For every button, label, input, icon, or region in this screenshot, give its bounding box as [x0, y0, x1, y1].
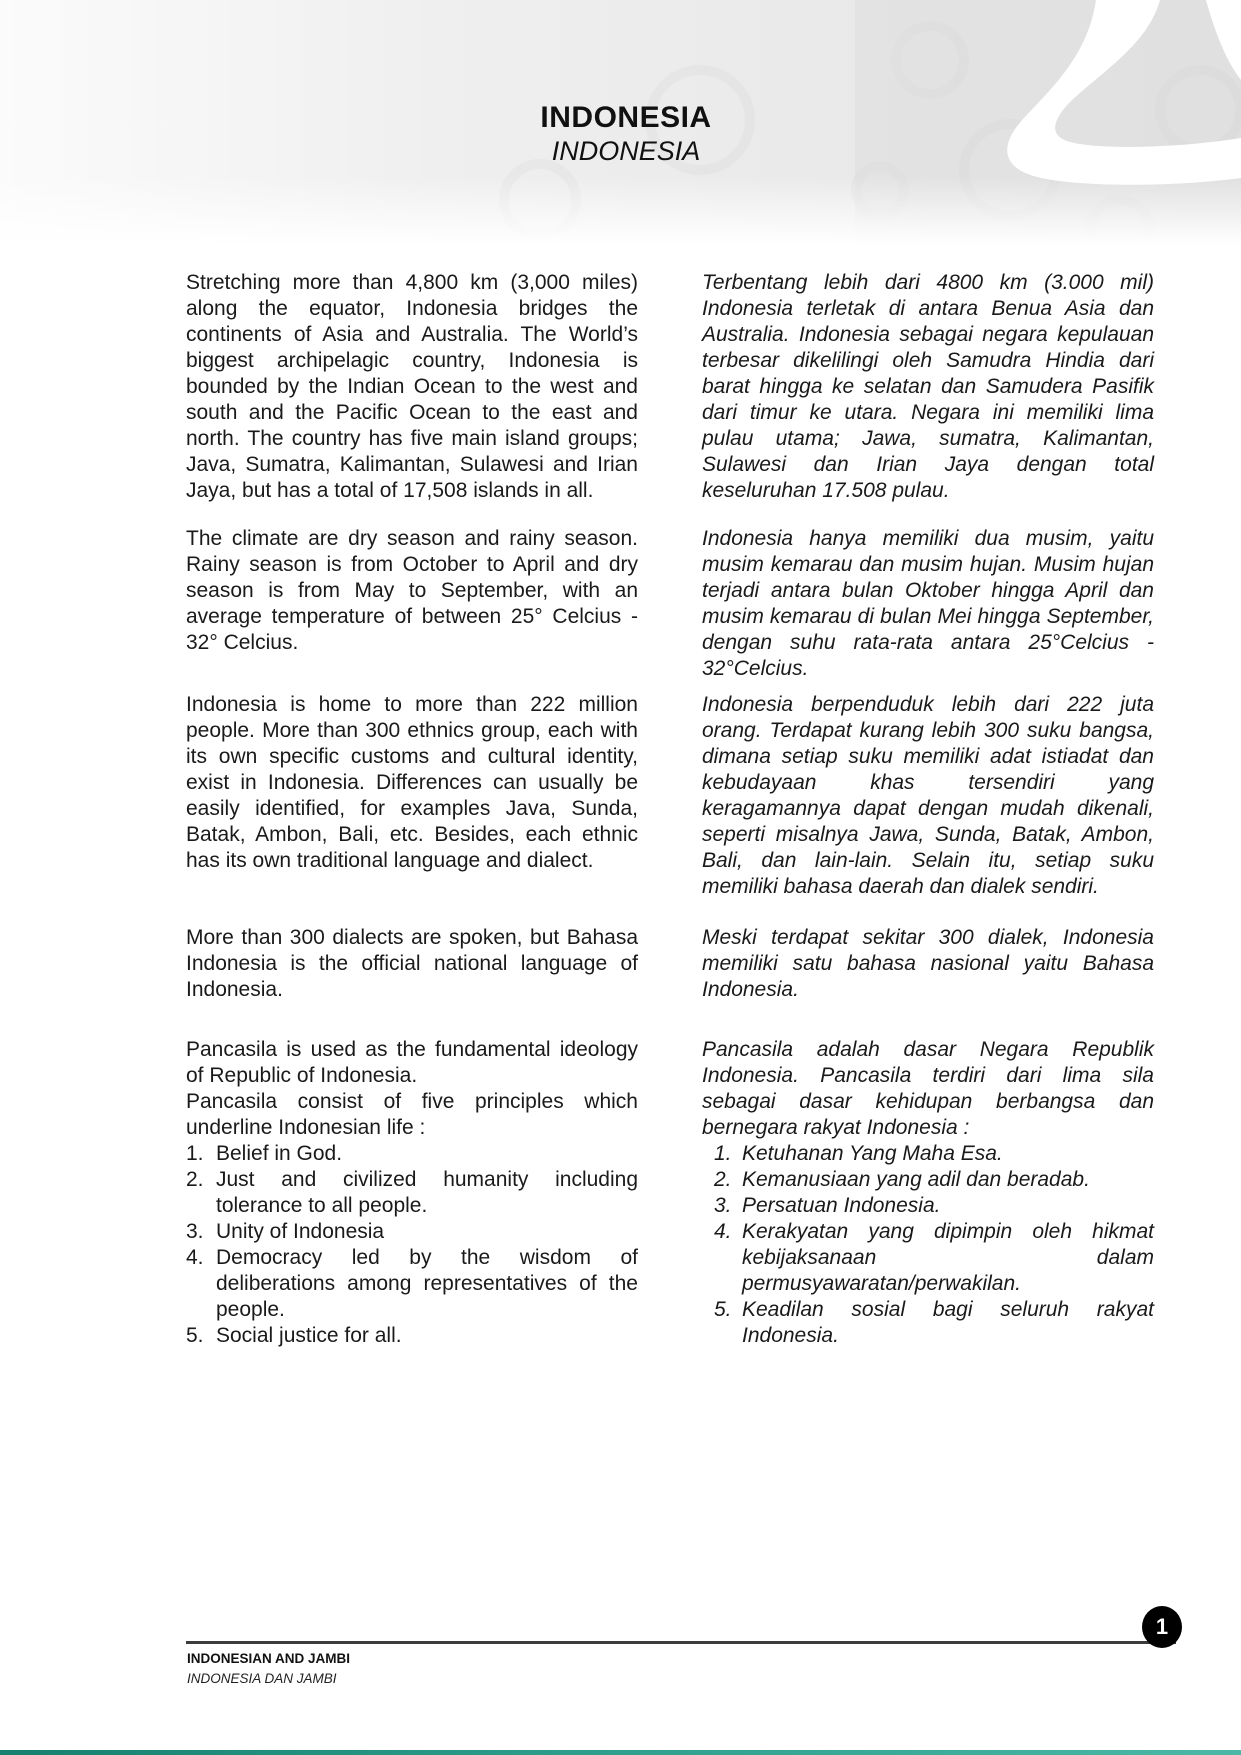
paragraph-id: Indonesia hanya memiliki dua musim, yaitu musim kemarau dan musim hujan. Musim hujan terjadi antara bulan Oktober hingga April dan musim kemarau di bulan Mei hingga September, dengan suhu rata-rata antara 25°Celcius - 32°Celcius.	[702, 527, 1154, 680]
pancasila-id-intro: Pancasila adalah dasar Negara Republik Indonesia. Pancasila terdiri dari lima sila sebagai dasar kehidupan berbangsa dan bernegara rakyat Indonesia :	[702, 1038, 1154, 1139]
title-block	[186, 100, 1066, 168]
list-item-number: 2.	[714, 1168, 732, 1191]
list-item	[714, 1297, 1154, 1349]
list-item-number: 1.	[714, 1142, 732, 1165]
pancasila-id-list	[702, 1141, 1154, 1349]
list-item-text: Ketuhanan Yang Maha Esa.	[742, 1142, 1003, 1165]
list-item-number: 4.	[186, 1246, 204, 1269]
list-item-number: 1.	[186, 1142, 204, 1165]
paragraph-en: The climate are dry season and rainy season. Rainy season is from October to April and dry season is from May to September, with an average temperature of between 25° Celcius - 32° Celcius.	[186, 527, 638, 654]
list-item	[714, 1141, 1154, 1167]
pancasila-id	[702, 1037, 1154, 1349]
list-item	[714, 1193, 1154, 1219]
list-item	[714, 1167, 1154, 1193]
list-item-text: Unity of Indonesia	[216, 1220, 385, 1243]
page-number: 1	[1155, 1614, 1169, 1639]
paragraph-en: More than 300 dialects are spoken, but Bahasa Indonesia is the official national language of Indonesia.	[186, 926, 638, 1001]
paragraph-id: Meski terdapat sekitar 300 dialek, Indonesia memiliki satu bahasa nasional yaitu Bahasa Indonesia.	[702, 926, 1154, 1001]
list-item-text: Just and civilized humanity including tolerance to all people.	[216, 1168, 638, 1217]
list-item-text: Belief in God.	[216, 1142, 343, 1165]
paragraph-row	[186, 270, 1154, 504]
paragraph-id: Indonesia berpenduduk lebih dari 222 juta orang. Terdapat kurang lebih 300 suku bangsa, dimana setiap suku memiliki adat istiadat dan kebudayaan khas tersendiri yang keragamannya dapat dengan mudah dikenali, seperti misalnya Jawa, Sunda, Batak, Ambon, Bali, dan lain-lain. Selain itu, setiap suku memiliki bahasa daerah dan dialek sendiri.	[702, 693, 1154, 898]
page-number-badge	[1142, 1606, 1182, 1648]
list-item-number: 5.	[714, 1298, 732, 1321]
list-item-number: 2.	[186, 1168, 204, 1191]
list-item-text: Keadilan sosial bagi seluruh rakyat Indonesia.	[742, 1298, 1154, 1347]
paragraph-row	[186, 925, 1154, 1003]
footer-heading-en: INDONESIAN AND JAMBI	[187, 1651, 351, 1666]
page-title: INDONESIA	[540, 101, 712, 134]
pancasila-en-intro-2: Pancasila consist of five principles which underline Indonesian life :	[186, 1090, 638, 1139]
paragraph-en: Indonesia is home to more than 222 million people. More than 300 ethnics group, each with its own specific customs and cultural identity, exist in Indonesia. Differences can usually be easily identified, for examples Java, Sunda, Batak, Ambon, Bali, etc. Besides, each ethnic has its own traditional language and dialect.	[186, 693, 638, 872]
list-item	[714, 1219, 1154, 1297]
list-item-number: 5.	[186, 1324, 204, 1347]
footer-heading-id: INDONESIA DAN JAMBI	[187, 1671, 337, 1686]
list-item	[186, 1167, 638, 1219]
paragraph-row	[186, 526, 1154, 682]
list-item	[186, 1219, 638, 1245]
page-subtitle: INDONESIA	[551, 136, 701, 166]
paragraph-id: Terbentang lebih dari 4800 km (3.000 mil) Indonesia terletak di antara Benua Asia dan Australia. Indonesia sebagai negara kepulauan terbesar dikelilingi oleh Samudra Hindia dari barat hingga ke selatan dan Samudera Pasifik dari timur ke utara. Negara ini memiliki lima pulau utama; Jawa, sumatra, Kalimantan, Sulawesi dan Irian Jaya dengan total keseluruhan 17.508 pulau.	[702, 271, 1154, 502]
list-item	[186, 1245, 638, 1323]
list-item-text: Kemanusiaan yang adil dan beradab.	[742, 1168, 1090, 1191]
list-item	[186, 1323, 638, 1349]
pancasila-row	[186, 1037, 1154, 1349]
pancasila-en	[186, 1037, 638, 1349]
paragraph-row	[186, 692, 1154, 900]
list-item	[186, 1141, 638, 1167]
body-content	[186, 270, 1154, 1349]
footer-rule	[186, 1641, 1176, 1644]
list-item-number: 4.	[714, 1220, 732, 1243]
bottom-accent-bar	[0, 1750, 1241, 1755]
list-item-text: Persatuan Indonesia.	[742, 1194, 941, 1217]
list-item-number: 3.	[714, 1194, 732, 1217]
list-item-text: Social justice for all.	[216, 1324, 402, 1347]
list-item-number: 3.	[186, 1220, 204, 1243]
pancasila-en-intro-1: Pancasila is used as the fundamental ideology of Republic of Indonesia.	[186, 1038, 638, 1087]
list-item-text: Kerakyatan yang dipimpin oleh hikmat kebijaksanaan dalam permusyawaratan/perwakilan.	[742, 1220, 1154, 1295]
paragraph-en: Stretching more than 4,800 km (3,000 miles) along the equator, Indonesia bridges the continents of Asia and Australia. The World’s biggest archipelagic country, Indonesia is bounded by the Indian Ocean to the west and south and the Pacific Ocean to the east and north. The country has five main island groups; Java, Sumatra, Kalimantan, Sulawesi and Irian Jaya, but has a total of 17,508 islands in all.	[186, 271, 638, 502]
list-item-text: Democracy led by the wisdom of deliberations among representatives of the people.	[216, 1246, 638, 1321]
